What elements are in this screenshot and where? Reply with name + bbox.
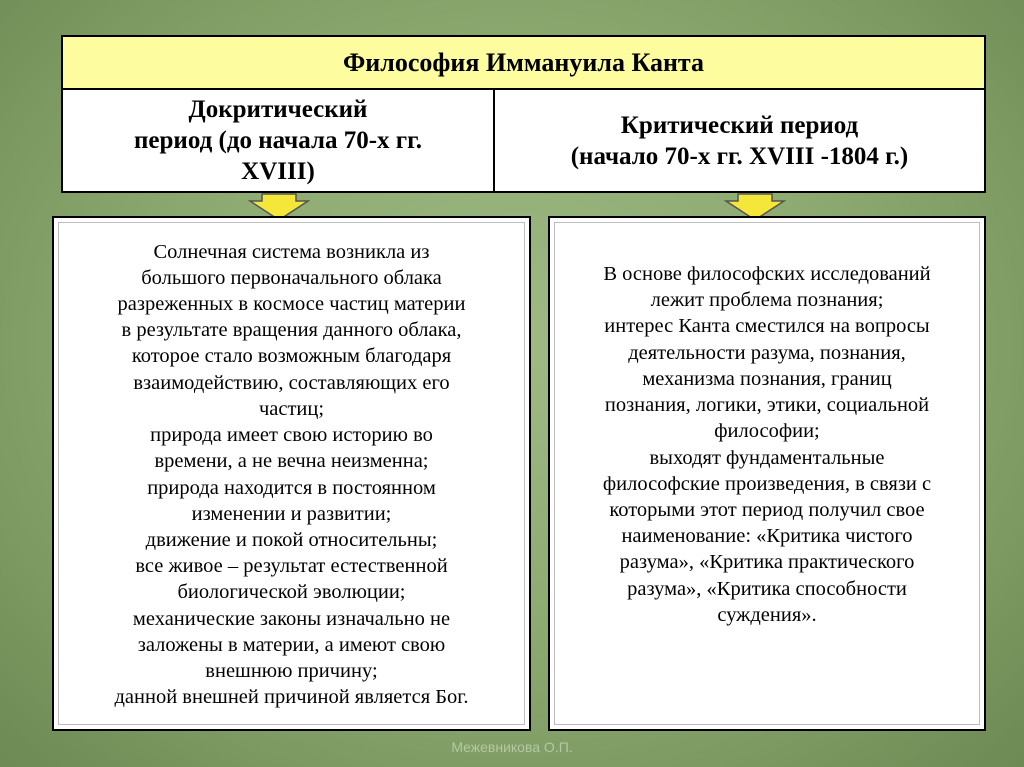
description-line: интерес Канта сместился на вопросы	[604, 315, 930, 338]
description-line: механизма познания, границ	[642, 367, 892, 390]
precritical-period-description	[52, 216, 531, 731]
description-line: внешнюю причину;	[205, 659, 378, 682]
description-line: заложены в материи, а имеют свою	[137, 633, 446, 656]
description-line: все живое – результат естественной	[135, 555, 448, 578]
critical-period-description	[548, 216, 986, 731]
description-line: В основе философских исследований	[603, 263, 931, 286]
periods-header-row	[61, 88, 986, 193]
description-line: частиц;	[258, 397, 325, 420]
description-line: познания, логики, этики, социальной	[604, 394, 930, 417]
critical-period-label: Критический период (начало 70-х гг. XVIII -1804 г.)	[570, 111, 909, 170]
description-line: деятельности разума, познания,	[628, 341, 906, 364]
description-line: времени, а не вечна неизменна;	[154, 450, 429, 473]
description-line: природа имеет свою историю во	[150, 424, 433, 447]
precritical-period-label: Докритический период (до начала 70-х гг. XVIII)	[63, 90, 495, 191]
description-line: лежит проблема познания;	[650, 289, 884, 312]
description-line: философии;	[714, 420, 820, 443]
description-line: которыми этот период получил свое	[609, 498, 925, 521]
description-line: в результате вращения данного облака,	[121, 319, 462, 342]
description-line: выходят фундаментальные	[649, 446, 885, 469]
description-line: наименование: «Критика чистого	[621, 525, 913, 548]
description-line: разума», «Критика способности	[627, 577, 907, 600]
description-line: большого первоначального облака	[141, 266, 442, 289]
description-line: которое стало возможным благодаря	[131, 345, 452, 368]
description-line: механические законы изначально не	[132, 607, 451, 630]
description-line: Солнечная система возникла из	[153, 240, 430, 263]
description-line: изменении и развитии;	[191, 502, 392, 525]
description-line: природа находится в постоянном	[147, 476, 436, 499]
page-title: Философия Иммануила Канта	[61, 35, 986, 90]
description-line: философские произведения, в связи с	[602, 472, 932, 495]
description-line: биологической эволюции;	[177, 581, 406, 604]
description-line: разума», «Критика практического	[619, 551, 915, 574]
description-line: взаимодействию, составляющих его	[133, 371, 450, 394]
author-footer: Межевникова О.П.	[451, 739, 573, 755]
description-line: разреженных в космосе частиц материи	[117, 293, 466, 316]
description-line: данной внешней причиной является Бог.	[114, 686, 469, 709]
description-line: суждения».	[717, 603, 817, 626]
description-line: движение и покой относительны;	[145, 528, 438, 551]
